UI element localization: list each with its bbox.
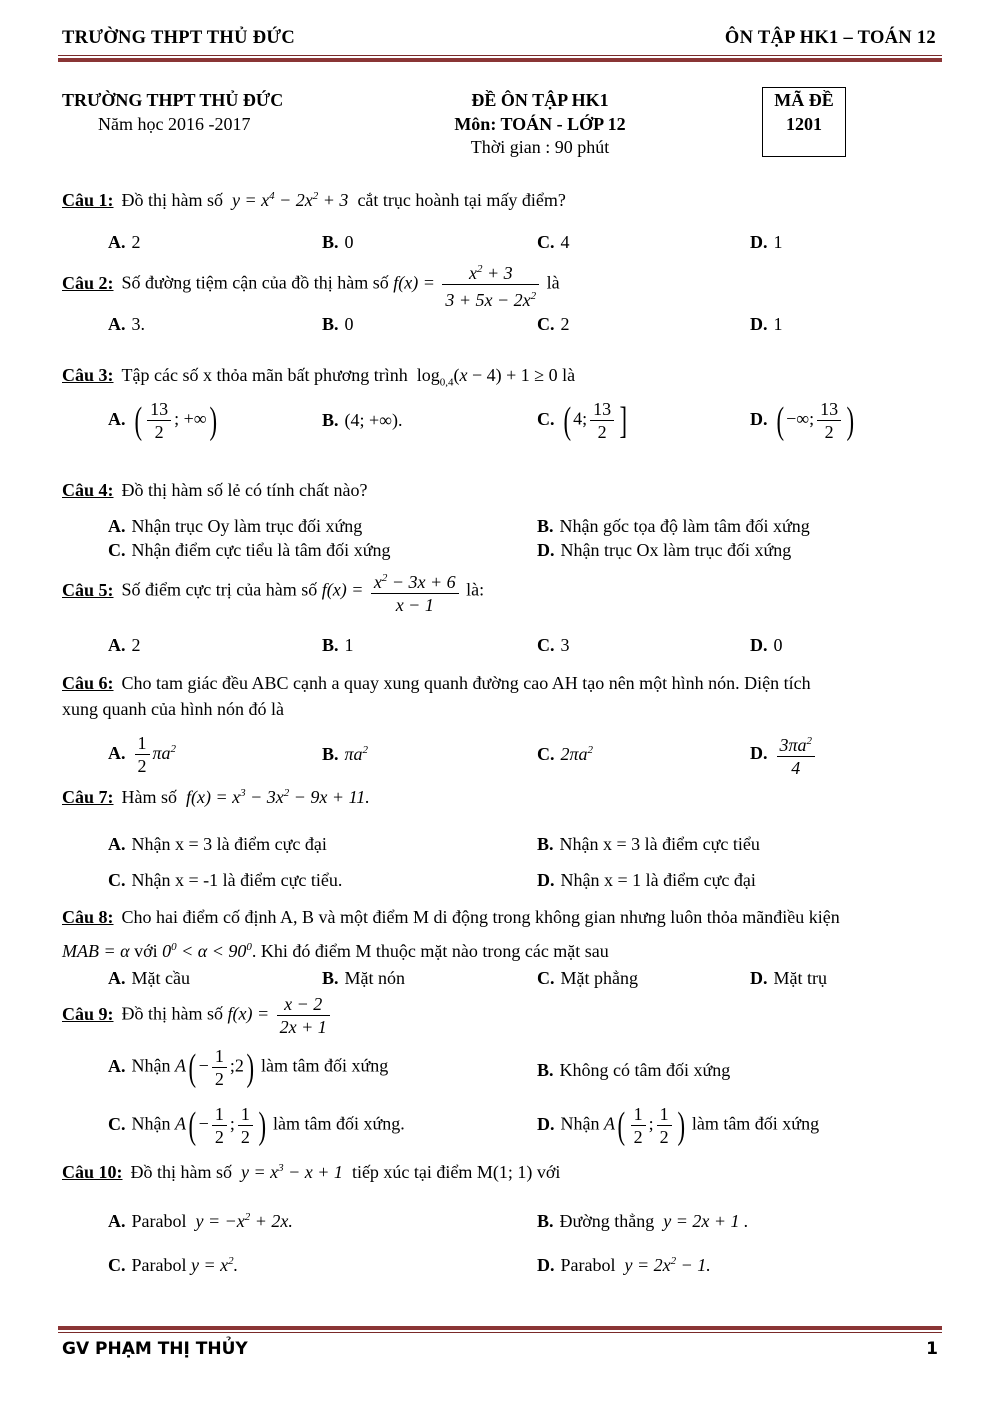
q1-option-c[interactable]: C. 4: [537, 232, 570, 252]
question-text: Đồ thị hàm số: [121, 190, 224, 210]
header-course: ÔN TẬP HK1 – TOÁN 12: [724, 28, 936, 48]
q2-option-c[interactable]: C. 2: [537, 314, 570, 334]
question-3: [62, 365, 575, 389]
q5-option-d[interactable]: D. 0: [750, 635, 783, 655]
q7-option-a[interactable]: A. Nhận x = 3 là điểm cực đại: [108, 834, 327, 854]
q4-option-c[interactable]: C. Nhận điểm cực tiểu là tâm đối xứng: [108, 540, 391, 560]
q4-option-b[interactable]: B. Nhận gốc tọa độ làm tâm đối xứng: [537, 516, 810, 536]
exam-code: 1201: [786, 114, 822, 134]
q3-option-a[interactable]: A. ( $\frac{13}{2}$ ; +∞): [108, 399, 217, 442]
q2-option-d[interactable]: D. 1: [750, 314, 783, 334]
question-text: Hàm số: [121, 787, 178, 807]
question-label: Câu 2:: [62, 272, 114, 293]
q3-option-d[interactable]: D. ( −∞; $\frac{13}{2}$ ): [750, 399, 855, 442]
formula: f(x) =: [227, 1003, 270, 1024]
question-6-line2: xung quanh của hình nón đó là: [62, 699, 284, 719]
q4-option-d[interactable]: D. Nhận trục Ox làm trục đối xứng: [537, 540, 792, 560]
question-8-line2: MAB = α với $0^0 < \alpha < 90^0$. Khi đó điểm M thuộc mặt nào trong các mặt sau: [62, 941, 609, 961]
question-label: Câu 8:: [62, 907, 114, 927]
q9-option-a[interactable]: A. Nhận A( − $\frac{1}{2}$ ;2) làm tâm đối xứng: [108, 1046, 389, 1089]
question-7: [62, 787, 370, 808]
header-rule-thin: [58, 55, 942, 56]
question-2: [62, 258, 560, 311]
formula: $0^0 < \alpha < 90^0$: [162, 941, 252, 961]
question-text: là:: [466, 579, 485, 600]
question-label: Câu 9:: [62, 1003, 114, 1024]
question-text: Đồ thị hàm số lẻ có tính chất nào?: [121, 480, 368, 500]
q5-option-c[interactable]: C. 3: [537, 635, 570, 655]
q10-option-a[interactable]: A. Parabol $y = -x^2 + 2x$.: [108, 1211, 293, 1231]
formula: f(x) =: [321, 579, 364, 600]
q6-option-b[interactable]: B. $\pi a^2$: [322, 744, 369, 764]
q6-option-d[interactable]: D. $\frac{3\pi a^2}{4}$: [750, 730, 818, 779]
q4-option-a[interactable]: A. Nhận trục Oy làm trục đối xứng: [108, 516, 363, 536]
question-text: Đồ thị hàm số: [121, 1003, 224, 1024]
formula: $y = x^3 - x + 1$: [241, 1162, 343, 1182]
formula: $y = x^4 - 2x^2 + 3$: [232, 190, 349, 210]
question-label: Câu 3:: [62, 365, 114, 385]
q5-option-a[interactable]: A. 2: [108, 635, 141, 655]
q7-option-b[interactable]: B. Nhận x = 3 là điểm cực tiểu: [537, 834, 760, 854]
exam-code-box: [762, 87, 846, 157]
q3-option-c[interactable]: C. ( 4; $\frac{13}{2}$ ]: [537, 399, 628, 442]
formula: $\log_{0,4}(x - 4) + 1 \ge 0$: [416, 365, 558, 389]
question-8: [62, 907, 952, 928]
footer-page-number: 1: [926, 1339, 938, 1359]
q6-option-c[interactable]: C. $2\pi a^2$: [537, 744, 594, 764]
q3-option-b[interactable]: B. (4; +∞).: [322, 410, 403, 430]
q9-option-c[interactable]: C. Nhận A( − $\frac{1}{2}$ ; $\frac{1}{2}$ ) làm tâm đối xứng.: [108, 1104, 405, 1147]
footer-rule-thin: [58, 1332, 942, 1333]
header-rule-thick: [58, 58, 942, 62]
question-text: tiếp xúc tại điểm M(1; 1) với: [351, 1162, 561, 1182]
q1-option-d[interactable]: D. 1: [750, 232, 783, 252]
q1-option-b[interactable]: B. 0: [322, 232, 354, 252]
question-text: Đồ thị hàm số: [130, 1162, 233, 1182]
q2-option-b[interactable]: B. 0: [322, 314, 354, 334]
footer-rule-thick: [58, 1326, 942, 1330]
q7-option-c[interactable]: C. Nhận x = -1 là điểm cực tiểu.: [108, 870, 343, 890]
question-text: là: [546, 272, 560, 293]
formula: MAB = α: [62, 941, 130, 961]
question-label: Câu 1:: [62, 190, 114, 210]
q5-option-b[interactable]: B. 1: [322, 635, 354, 655]
question-label: Câu 5:: [62, 579, 114, 600]
exam-code-label: MÃ ĐỀ: [774, 90, 834, 110]
question-text: Số đường tiệm cận của đồ thị hàm số: [121, 272, 389, 293]
q9-option-d[interactable]: D. Nhận A( $\frac{1}{2}$ ; $\frac{1}{2}$ ) làm tâm đối xứng: [537, 1104, 820, 1147]
formula: f(x) =: [393, 272, 435, 293]
question-4: [62, 480, 367, 501]
school-year: Năm học 2016 -2017: [98, 114, 251, 134]
footer-author: GV PHẠM THỊ THỦY: [62, 1339, 248, 1359]
q2-option-a[interactable]: A. 3.: [108, 314, 145, 334]
q10-option-c[interactable]: C. Parabol $y = x^2$.: [108, 1255, 239, 1275]
q8-option-a[interactable]: A. Mặt cầu: [108, 968, 190, 988]
question-label: Câu 7:: [62, 787, 114, 807]
question-9: [62, 993, 333, 1038]
fraction: $\frac{x^2 + 3}{3 + 5x - 2x^2}$: [442, 258, 539, 311]
question-text: Số điểm cực trị của hàm số: [121, 579, 318, 600]
school-name: TRƯỜNG THPT THỦ ĐỨC: [62, 90, 284, 110]
question-text: cắt trục hoành tại mấy điểm?: [357, 190, 566, 210]
fraction: $\frac{x^2 - 3x + 6}{x - 1}$: [371, 567, 459, 616]
question-label: Câu 4:: [62, 480, 114, 500]
question-text: Tập các số x thỏa mãn bất phương trình: [121, 365, 408, 385]
q10-option-d[interactable]: D. Parabol $y = 2x^2 - 1$.: [537, 1255, 711, 1275]
question-5: [62, 567, 484, 616]
q9-option-b[interactable]: B. Không có tâm đối xứng: [537, 1060, 731, 1080]
q7-option-d[interactable]: D. Nhận x = 1 là điểm cực đại: [537, 870, 756, 890]
exam-subject: Môn: TOÁN - LỚP 12: [454, 114, 626, 134]
formula: $f(x) = x^3 - 3x^2 - 9x + 11$.: [186, 787, 370, 807]
header-school: TRƯỜNG THPT THỦ ĐỨC: [62, 28, 296, 48]
question-label: Câu 6:: [62, 673, 114, 693]
q10-option-b[interactable]: B. Đường thẳng y = 2x + 1 .: [537, 1211, 749, 1231]
exam-title: ĐỀ ÔN TẬP HK1: [471, 90, 609, 110]
question-text: là: [562, 365, 576, 385]
q8-option-b[interactable]: B. Mặt nón: [322, 968, 406, 988]
question-text: Cho tam giác đều ABC cạnh a quay xung quanh đường cao AH tạo nên một hình nón. Diện tích: [121, 673, 811, 693]
question-1: [62, 190, 566, 211]
question-label: Câu 10:: [62, 1162, 123, 1182]
fraction: $\frac{x - 2}{2x + 1}$: [277, 993, 330, 1038]
q6-option-a[interactable]: A. $\frac{1}{2}$ $\pi a^2$: [108, 733, 177, 776]
question-10: [62, 1162, 560, 1183]
q1-option-a[interactable]: A. 2: [108, 232, 141, 252]
q8-option-c[interactable]: C. Mặt phẳng: [537, 968, 638, 988]
exam-time: Thời gian : 90 phút: [470, 137, 610, 157]
question-6: [62, 673, 942, 694]
question-text: Cho hai điểm cố định A, B và một điểm M di động trong không gian nhưng luôn thỏa mãnđiều kiện: [121, 907, 840, 927]
q8-option-d[interactable]: D. Mặt trụ: [750, 968, 827, 988]
